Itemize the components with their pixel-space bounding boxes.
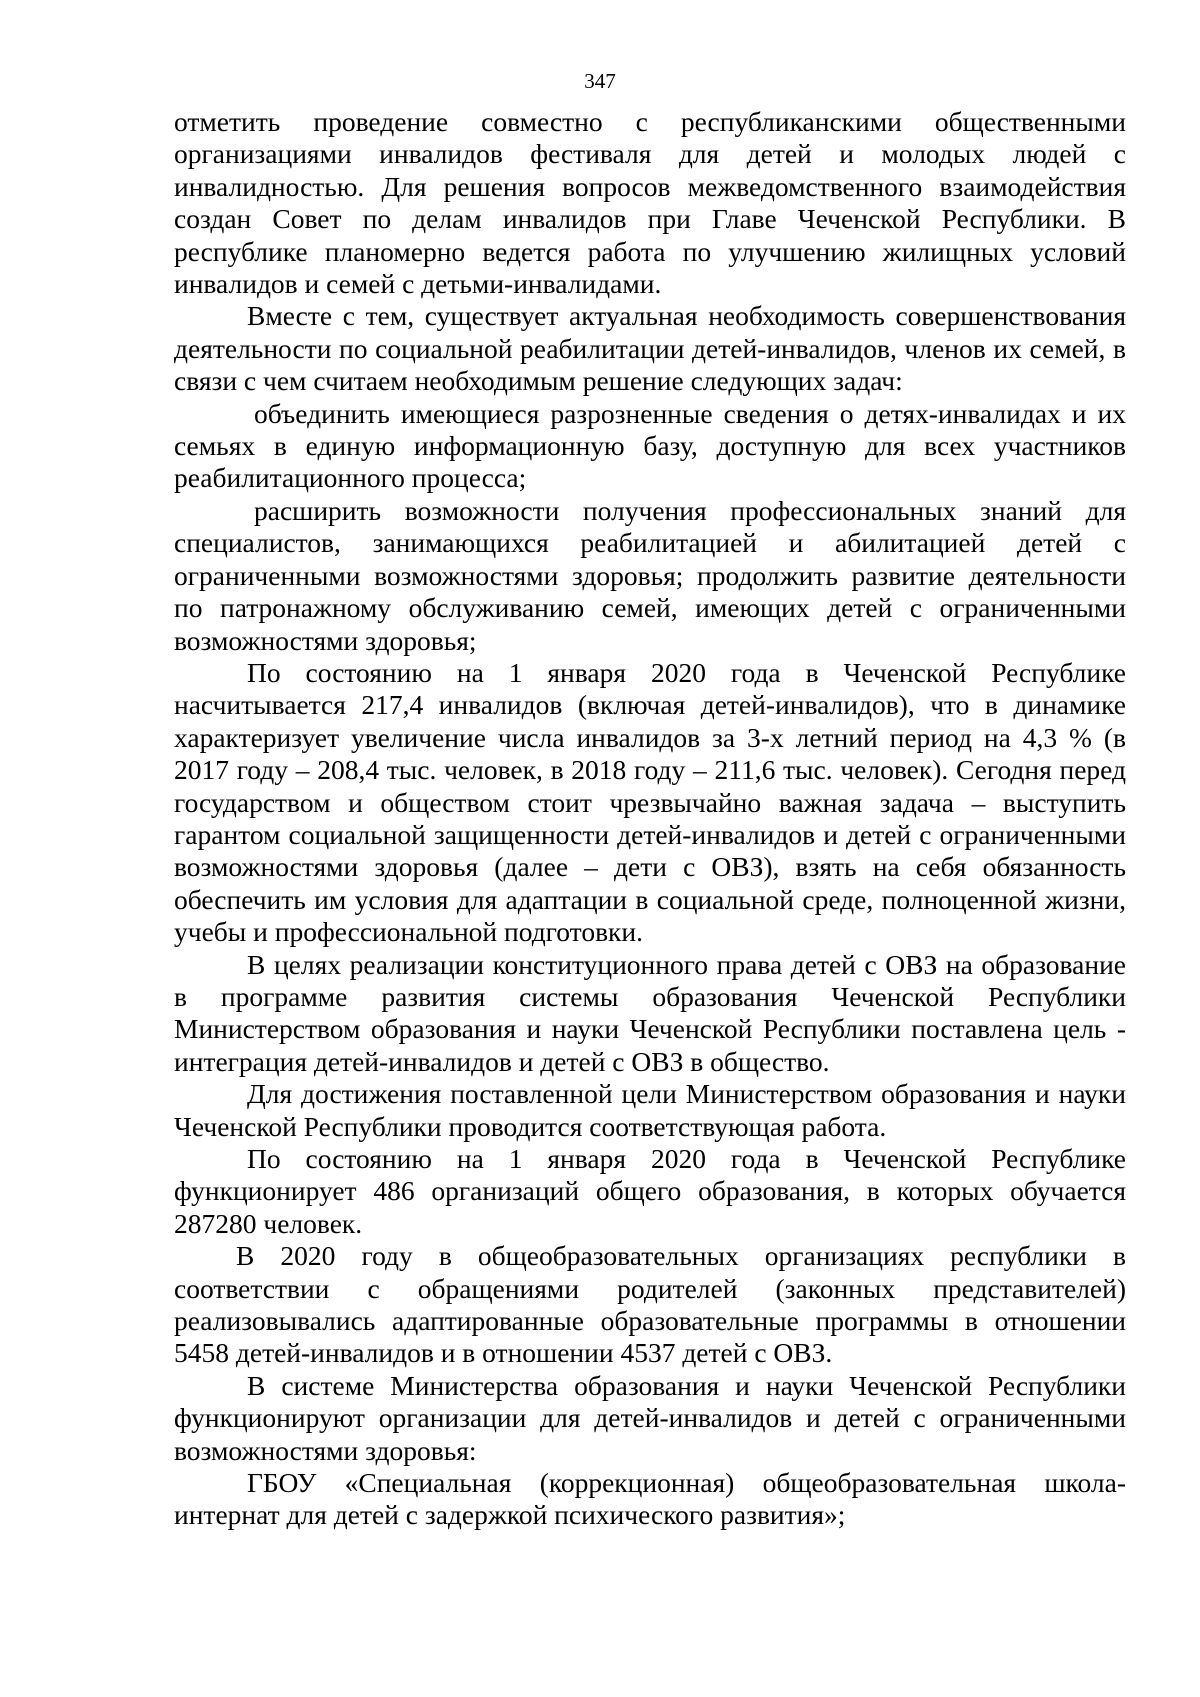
paragraph-schools-count: По состоянию на 1 января 2020 года в Чеченской Республике функционирует 486 организаций общего образования, в которых обучается 287280 человек. — [174, 1143, 1126, 1239]
paragraph-continuation: отметить проведение совместно с республиканскими общественными организациями инвалидов фестиваля для детей и молодых людей с инвалидностью. Для решения вопросов межведомственного взаимодействия создан Совет по делам инвалидов при Главе Чеченской Республики. В республике планомерно ведется работа по улучшению жилищных условий инвалидов и семей с детьми-инвалидами. — [174, 106, 1126, 300]
page-number: 347 — [584, 69, 616, 93]
paragraph-task-training: расширить возможности получения профессиональных знаний для специалистов, занимающихся реабилитацией и абилитацией детей с ограниченными возможностями здоровья; продолжить развитие деятельности по патронажному обслуживанию семей, имеющих детей с ограниченными возможностями здоровья; — [174, 494, 1126, 656]
paragraph-constitutional-right: В целях реализации конституционного права детей с ОВЗ на образование в программе развития системы образования Чеченской Республики Министерством образования и науки Чеченской Республики поставлена цель - интеграция детей-инвалидов и детей с ОВЗ в общество. — [174, 948, 1126, 1077]
paragraph-goal-work: Для достижения поставленной цели Министерством образования и науки Чеченской Республики проводится соответствующая работа. — [174, 1078, 1126, 1142]
paragraph-disability-statistics: По состоянию на 1 января 2020 года в Чеченской Республике насчитывается 217,4 инвалидов (включая детей-инвалидов), что в динамике характеризует увеличение числа инвалидов за 3-х летний период на 4,3 % (в 2017 году – 208,4 тыс. человек, в 2018 году – 211,6 тыс. человек). Сегодня перед государством и обществом стоит чрезвычайно важная задача – выступить гарантом социальной защищенности детей-инвалидов и детей с ограниченными возможностями здоровья (далее – дети с ОВЗ), взять на себя обязанность обеспечить им условия для адаптации в социальной среде, полноценной жизни, учебы и профессиональной подготовки. — [174, 656, 1126, 948]
paragraph-school-name: ГБОУ «Специальная (коррекционная) общеобразовательная школа-интернат для детей с задержкой психического развития»; — [174, 1467, 1126, 1531]
paragraph-ministry-organizations: В системе Министерства образования и науки Чеченской Республики функционируют организации для детей-инвалидов и детей с ограниченными возможностями здоровья: — [174, 1369, 1126, 1466]
paragraph-tasks-intro: Вместе с тем, существует актуальная необходимость совершенствования деятельности по социальной реабилитации детей-инвалидов, членов их семей, в связи с чем считаем необходимым решение следующих задач: — [174, 300, 1126, 397]
paragraph-adapted-programs: В 2020 году в общеобразовательных организациях республики в соответствии с обращениями родителей (законных представителей) реализовывались адаптированные образовательные программы в отношении 5458 детей-инвалидов и в отношении 4537 детей с ОВЗ. — [174, 1240, 1126, 1369]
document-body — [174, 106, 1126, 1532]
paragraph-task-database: объединить имеющиеся разрозненные сведения о детях-инвалидах и их семьях в единую информационную базу, доступную для всех участников реабилитационного процесса; — [174, 397, 1126, 494]
